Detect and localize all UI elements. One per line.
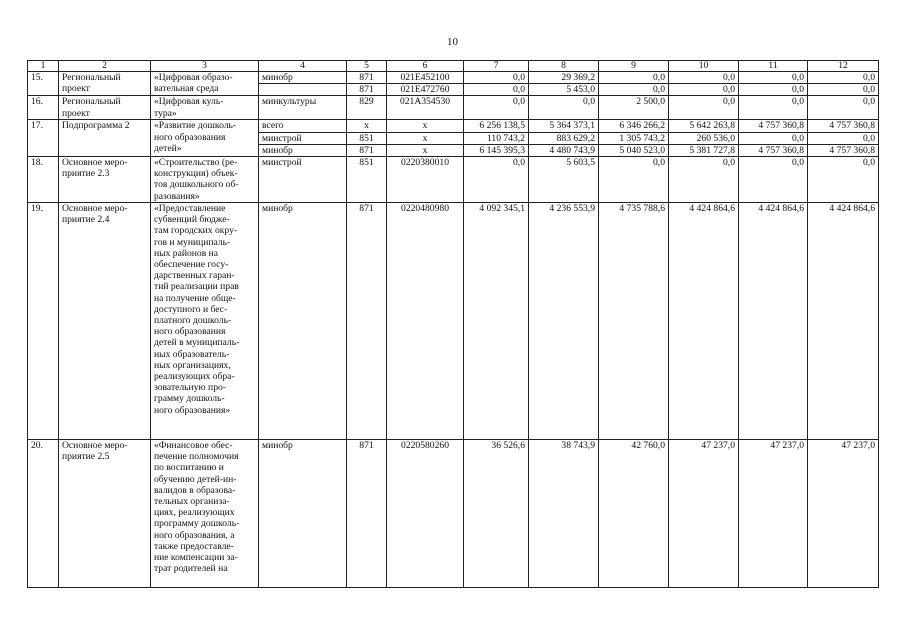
value-cell: 0,0	[599, 157, 669, 203]
header-cell: 9	[599, 61, 669, 72]
value-cell: 4 757 360,8	[739, 120, 808, 132]
value-cell: 0,0	[739, 157, 808, 203]
ministry-code: 871	[347, 144, 387, 156]
row-title: «Развитие дошколь- ного образования детей»	[151, 120, 259, 157]
table-row	[28, 72, 879, 84]
ministry-code: х	[347, 120, 387, 132]
table-row	[28, 440, 879, 588]
value-cell: 110 743,2	[464, 132, 529, 144]
ministry-code: 871	[347, 440, 387, 588]
header-cell: 10	[669, 61, 739, 72]
row-title: «Строительство (ре- конструкция) объек- тов дошкольного об- разования»	[151, 157, 259, 203]
budget-code: 021A354530	[387, 96, 464, 120]
ministry-code: 871	[347, 72, 387, 84]
value-cell: 5 453,0	[529, 84, 599, 96]
budget-code: 021E472760	[387, 84, 464, 96]
value-cell: 0,0	[808, 84, 879, 96]
value-cell: 4 236 553,9	[529, 203, 599, 440]
value-cell: 4 757 360,8	[739, 144, 808, 156]
value-cell: 0,0	[739, 72, 808, 84]
row-number: 20.	[28, 440, 59, 588]
value-cell: 6 346 266,2	[599, 120, 669, 132]
executor: минобр	[259, 72, 347, 84]
executor: минстрой	[259, 157, 347, 203]
executor	[259, 84, 347, 96]
value-cell: 29 369,2	[529, 72, 599, 84]
budget-code: х	[387, 144, 464, 156]
value-cell: 0,0	[464, 96, 529, 120]
executor: минкультуры	[259, 96, 347, 120]
row-name: Региональный проект	[59, 96, 151, 120]
value-cell: 4 480 743,9	[529, 144, 599, 156]
value-cell: 0,0	[669, 96, 739, 120]
table-row	[28, 157, 879, 203]
value-cell: 4 424 864,6	[808, 203, 879, 440]
row-name: Основное меро- приятие 2.3	[59, 157, 151, 203]
executor: минстрой	[259, 132, 347, 144]
row-name: Подпрограмма 2	[59, 120, 151, 157]
executor: минобр	[259, 440, 347, 588]
row-number: 15.	[28, 72, 59, 96]
table-row	[28, 96, 879, 120]
value-cell: 4 424 864,6	[669, 203, 739, 440]
row-title: «Предоставление субвенций бюдже- там городских окру- гов и муниципаль- ных районов на обеспечение госу- дарственных гаран- тий реализации прав на получение обще- доступного и бес- платного дошколь- ного образования детей в муниципаль- ных образователь- ных организациях, реализующих обра- зовательную про- грамму дошколь- ного образования»	[151, 203, 259, 440]
value-cell: 0,0	[464, 157, 529, 203]
header-cell: 8	[529, 61, 599, 72]
row-number: 18.	[28, 157, 59, 203]
value-cell: 5 642 263,8	[669, 120, 739, 132]
value-cell: 0,0	[669, 72, 739, 84]
row-name: Основное меро- приятие 2.4	[59, 203, 151, 440]
value-cell: 0,0	[599, 84, 669, 96]
value-cell: 5 603,5	[529, 157, 599, 203]
value-cell: 0,0	[739, 96, 808, 120]
header-cell: 11	[739, 61, 808, 72]
value-cell: 6 256 138,5	[464, 120, 529, 132]
page-number: 10	[447, 36, 458, 48]
ministry-code: 871	[347, 84, 387, 96]
header-cell: 2	[59, 61, 151, 72]
value-cell: 883 629,2	[529, 132, 599, 144]
header-cell: 1	[28, 61, 59, 72]
value-cell: 36 526,6	[464, 440, 529, 588]
table-row	[28, 120, 879, 132]
value-cell: 0,0	[808, 96, 879, 120]
row-number: 17.	[28, 120, 59, 157]
value-cell: 4 092 345,1	[464, 203, 529, 440]
ministry-code: 851	[347, 132, 387, 144]
budget-code: х	[387, 120, 464, 132]
budget-code: 021E452100	[387, 72, 464, 84]
value-cell: 5 364 373,1	[529, 120, 599, 132]
value-cell: 0,0	[739, 84, 808, 96]
value-cell: 4 757 360,8	[808, 144, 879, 156]
value-cell: 1 305 743,2	[599, 132, 669, 144]
budget-code: х	[387, 132, 464, 144]
value-cell: 0,0	[808, 132, 879, 144]
value-cell: 47 237,0	[808, 440, 879, 588]
budget-code: 0220380010	[387, 157, 464, 203]
value-cell: 0,0	[808, 157, 879, 203]
value-cell: 4 735 788,6	[599, 203, 669, 440]
budget-code: 0220580260	[387, 440, 464, 588]
value-cell: 0,0	[529, 96, 599, 120]
row-title: «Цифровая образо- вательная среда	[151, 72, 259, 96]
header-cell: 7	[464, 61, 529, 72]
header-cell: 3	[151, 61, 259, 72]
value-cell: 0,0	[599, 72, 669, 84]
value-cell: 0,0	[464, 72, 529, 84]
row-name: Основное меро- приятие 2.5	[59, 440, 151, 588]
ministry-code: 829	[347, 96, 387, 120]
header-cell: 6	[387, 61, 464, 72]
value-cell: 38 743,9	[529, 440, 599, 588]
value-cell: 5 381 727,8	[669, 144, 739, 156]
executor: минобр	[259, 144, 347, 156]
row-number: 19.	[28, 203, 59, 440]
value-cell: 0,0	[669, 84, 739, 96]
value-cell: 0,0	[464, 84, 529, 96]
header-cell: 12	[808, 61, 879, 72]
value-cell: 47 237,0	[669, 440, 739, 588]
row-name: Региональный проект	[59, 72, 151, 96]
value-cell: 2 500,0	[599, 96, 669, 120]
header-cell: 5	[347, 61, 387, 72]
row-number: 16.	[28, 96, 59, 120]
value-cell: 6 145 395,3	[464, 144, 529, 156]
executor: минобр	[259, 203, 347, 440]
value-cell: 42 760,0	[599, 440, 669, 588]
budget-code: 0220480980	[387, 203, 464, 440]
budget-table	[27, 60, 879, 588]
ministry-code: 851	[347, 157, 387, 203]
value-cell: 4 757 360,8	[808, 120, 879, 132]
value-cell: 0,0	[669, 157, 739, 203]
value-cell: 4 424 864,6	[739, 203, 808, 440]
value-cell: 260 536,0	[669, 132, 739, 144]
ministry-code: 871	[347, 203, 387, 440]
value-cell: 47 237,0	[739, 440, 808, 588]
row-title: «Цифровая куль- тура»	[151, 96, 259, 120]
row-title: «Финансовое обес- печение полномочия по воспитанию и обучению детей-ин- валидов в образова- тельных организа- циях, реализующих программу дошколь- ного образования, а также предоставле- ние компенсации за- трат родителей на	[151, 440, 259, 588]
value-cell: 0,0	[739, 132, 808, 144]
table-row	[28, 203, 879, 440]
executor: всего	[259, 120, 347, 132]
value-cell: 0,0	[808, 72, 879, 84]
value-cell: 5 040 523,0	[599, 144, 669, 156]
header-row	[28, 61, 879, 72]
header-cell: 4	[259, 61, 347, 72]
